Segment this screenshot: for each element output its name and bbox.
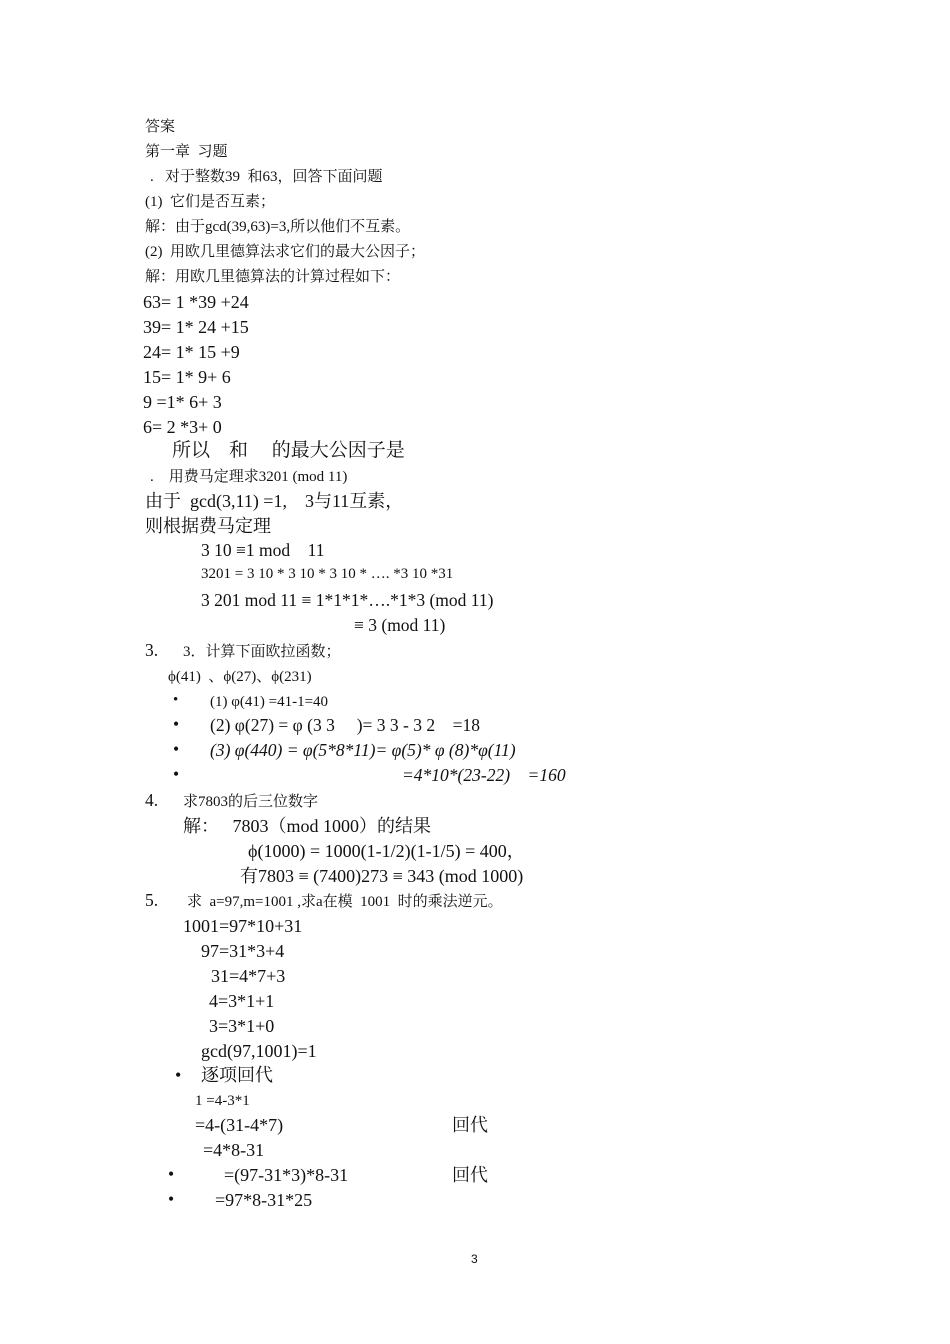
question-4-text: 求7803的后三位数字 xyxy=(183,794,319,810)
bullet: • xyxy=(168,1189,175,1209)
solution-line: 解： 7803（mod 1000）的结果 xyxy=(183,816,432,836)
conclusion-line: 所以 和 的最大公因子是 xyxy=(172,440,405,461)
annotation: 回代 xyxy=(452,1115,488,1135)
question-5-number: 5. xyxy=(145,890,159,910)
question-3-text: 3．计算下面欧拉函数； xyxy=(183,644,341,660)
equation-line: 6= 2 *3+ 0 xyxy=(143,417,222,437)
equation-line: 3=3*1+0 xyxy=(209,1016,275,1036)
equation-line: 4=3*1+1 xyxy=(209,991,275,1011)
bullet: • xyxy=(168,1164,175,1184)
equation-line: =4*8-31 xyxy=(203,1140,265,1160)
equation-line: 1001=97*10+31 xyxy=(183,916,303,936)
equation-line: 3201 = 3 10 * 3 10 * 3 10 * …. *3 10 *31 xyxy=(201,566,454,582)
chapter-heading: 第一章 习题 xyxy=(145,144,228,160)
equation-line: =(97-31*3)*8-31 xyxy=(224,1165,349,1185)
proof-line: 由于 gcd(3,11) =1, 3与11互素， xyxy=(145,491,404,511)
bullet: • xyxy=(173,764,180,784)
equation-line: 31=4*7+3 xyxy=(211,966,286,986)
step-heading: 逐项回代 xyxy=(201,1065,273,1085)
equation-line: 1 =4-3*1 xyxy=(195,1093,250,1109)
list-item: =4*10*(23-22) =160 xyxy=(402,765,566,785)
equation-line: =4-(31-4*7) xyxy=(195,1115,284,1135)
equation-line: 24= 1* 15 +9 xyxy=(143,342,240,362)
question-5-text: 求 a=97,m=1001 ,求a在模 1001 时的乘法逆元。 xyxy=(187,894,503,910)
equation-line: 15= 1* 9+ 6 xyxy=(143,367,231,387)
sub-question-2: (2) 用欧几里德算法求它们的最大公因子； xyxy=(145,244,425,260)
equation-line: 3 201 mod 11 ≡ 1*1*1*….*1*3 (mod 11) xyxy=(201,590,494,610)
question-2-text: . 用费马定理求3201 (mod 11) xyxy=(150,469,348,485)
question-3-items: ϕ(41) 、ϕ(27)、ϕ(231) xyxy=(168,669,312,685)
equation-line: 39= 1* 24 +15 xyxy=(143,317,249,337)
list-item: (1) φ(41) =41-1=40 xyxy=(210,694,329,710)
list-item: (3) φ(440) = φ(5*8*11)= φ(5)* φ (8)*φ(11) xyxy=(210,740,516,760)
equation-line: 97=31*3+4 xyxy=(201,941,285,961)
equation-line: gcd(97,1001)=1 xyxy=(201,1041,317,1061)
equation-line: 9 =1* 6+ 3 xyxy=(143,392,222,412)
equation-line: =97*8-31*25 xyxy=(215,1190,313,1210)
question-4-number: 4. xyxy=(145,790,159,810)
equation-line: ≡ 3 (mod 11) xyxy=(354,615,446,635)
question-1-text: . 对于整数39 和63，回答下面问题 xyxy=(150,169,383,185)
proof-line: 则根据费马定理 xyxy=(145,516,271,536)
list-item: (2) φ(27) = φ (3 3 )= 3 3 - 3 2 =18 xyxy=(210,715,480,735)
page-number: 3 xyxy=(471,1252,478,1266)
answer-line: 解：用欧几里德算法的计算过程如下： xyxy=(145,269,401,285)
annotation: 回代 xyxy=(452,1165,488,1185)
equation-line: 3 10 ≡1 mod 11 xyxy=(201,540,325,560)
equation-line: ϕ(1000) = 1000(1-1/2)(1-1/5) = 400， xyxy=(248,841,525,861)
bullet: • xyxy=(173,692,179,708)
doc-title: 答案 xyxy=(145,119,176,135)
sub-question-1: (1) 它们是否互素； xyxy=(145,194,275,210)
answer-line: 解：由于gcd(39,63)=3,所以他们不互素。 xyxy=(145,219,411,235)
bullet: • xyxy=(173,739,180,759)
question-3-number: 3. xyxy=(145,640,159,660)
bullet: • xyxy=(173,714,180,734)
equation-line: 有7803 ≡ (7400)273 ≡ 343 (mod 1000) xyxy=(240,866,524,886)
equation-line: 63= 1 *39 +24 xyxy=(143,292,249,312)
bullet: • xyxy=(175,1065,182,1085)
